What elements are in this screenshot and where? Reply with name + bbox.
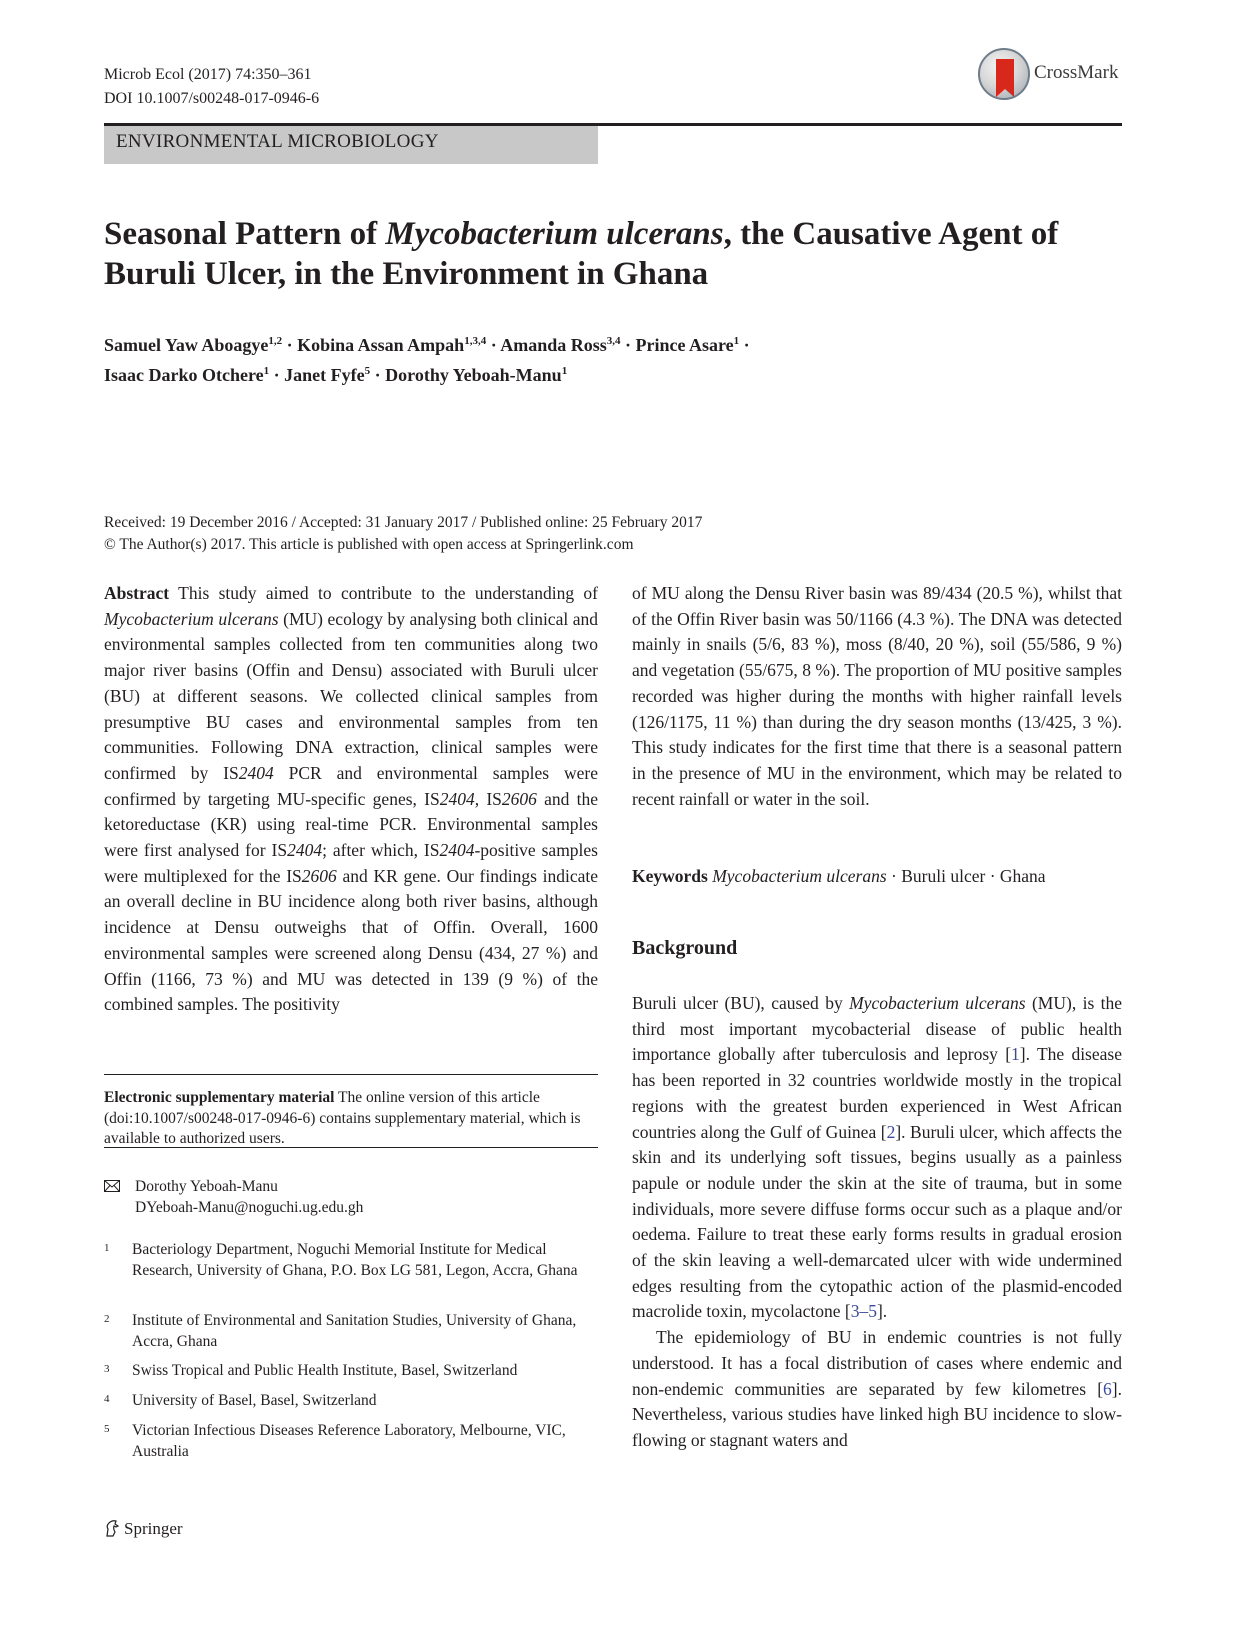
history-line: Received: 19 December 2016 / Accepted: 31 January 2017 / Published online: 25 February 2017 [104, 514, 703, 531]
author[interactable]: Isaac Darko Otchere [104, 365, 264, 385]
author[interactable]: Kobina Assan Ampah [297, 335, 465, 355]
author[interactable]: Dorothy Yeboah-Manu [385, 365, 562, 385]
article-title: Seasonal Pattern of Mycobacterium ulcerans, the Causative Agent of Buruli Ulcer, in the Environment in Ghana [104, 216, 1059, 292]
author[interactable]: Samuel Yaw Aboagye [104, 335, 269, 355]
keywords [632, 863, 1122, 889]
abstract-label: Abstract [104, 583, 170, 603]
citation-link[interactable]: 6 [1103, 1378, 1112, 1399]
author[interactable]: Amanda Ross [500, 335, 607, 355]
paragraph: The epidemiology of BU in endemic countries is not fully understood. It has a focal distribution of cases where endemic and non-endemic communities are separated by few kilometres [6]. Nevertheless, various studies have linked high BU incidence to slow-flowing or stagnant waters and [632, 1327, 1122, 1450]
publication-dates [104, 512, 1124, 556]
background-text [632, 991, 1122, 1454]
crossmark-icon[interactable] [978, 48, 1030, 100]
citation-link[interactable]: 1 [1011, 1044, 1020, 1065]
license-line: © The Author(s) 2017. This article is published with open access at Springerlink.com [104, 536, 634, 553]
publisher-logo: Springer [104, 1519, 183, 1539]
section-label: ENVIRONMENTAL MICROBIOLOGY [116, 131, 439, 152]
citation-link[interactable]: 2 [886, 1121, 896, 1142]
keyword: · Buruli ulcer · Ghana [886, 866, 1046, 886]
email-link[interactable]: DYeboah-Manu@noguchi.ug.edu.gh [135, 1198, 364, 1216]
author-list: Samuel Yaw Aboagye$^{1,2}$ · Kobina Assan Ampah$^{1,3,4}$ · Amanda Ross$^{3,4}$ · Prince Asare$^1$ · Isaac Darko Otchere$^1$ · Janet Fyfe$^5$ · Dorothy Yeboah-Manu$^1$ [104, 335, 750, 385]
section-heading: Background [632, 937, 738, 959]
author[interactable]: Janet Fyfe [284, 365, 365, 385]
keywords-label: Keywords [632, 866, 708, 886]
doi: DOI 10.1007/s00248-017-0946-6 [104, 90, 320, 107]
footnote-rule [104, 1147, 598, 1148]
abstract-continued: of MU along the Densu River basin was 89/434 (20.5 %), whilst that of the Offin River basin was 50/1166 (4.3 %). The DNA was detected mainly in snails (5/6, 83 %), moss (8/40, 20 %), soil (55/586, 9 %) and vegetation (55/675, 8 %). The proportion of MU positive samples recorded was higher during the months with higher rainfall levels (126/1175, 11 %) than during the dry season months (13/425, 3 %). This study indicates for the first time that there is a seasonal pattern in the presence of MU in the environment, which may be related to recent rainfall or water in the soil. [632, 583, 1122, 809]
supplementary-note: Electronic supplementary material The online version of this article (doi:10.1007/s00248-017-0946-6) contains supplementary material, which is available to authorized users. [104, 1089, 581, 1147]
citation-link[interactable]: 3–5 [850, 1301, 877, 1322]
paragraph: Buruli ulcer (BU), caused by Mycobacterium ulcerans (MU), is the third most important mycobacterial disease of public health importance globally after tuberculosis and leprosy [1]. The disease has been reported in 32 countries worldwide mostly in the tropical regions with the greatest burden experienced in West African countries along the Gulf of Guinea [2]. Buruli ulcer, which affects the skin and its underlying soft tissues, begins usually as a painless papule or nodule under the skin at the site of trauma, but in some individuals, more severe diffuse forms occur such as a plaque and/or oedema. Failure to treat these early forms results in gradual erosion of the skin leaving a well-demarcated ulcer with wide undermined edges resulting from the cytopathic action of the plasmid-encoded macrolide toxin, mycolactone [3–5]. [632, 993, 1123, 1322]
springer-horse-icon [104, 1519, 120, 1537]
correspondence [135, 1177, 595, 1218]
crossmark-label[interactable]: CrossMark [1034, 62, 1119, 83]
section-band [104, 126, 598, 164]
corresponding-author: Dorothy Yeboah-Manu [135, 1178, 278, 1195]
abstract: Abstract This study aimed to contribute to the understanding of Mycobacterium ulcerans (MU) ecology by analysing both clinical and environmental samples collected from ten communities along two major river basins (Offin and Densu) associated with Buruli ulcer (BU) at different seasons. We collected clinical samples from presumptive BU cases and environmental samples from ten communities. Following DNA extraction, clinical samples were confirmed by IS2404 PCR and environmental samples were confirmed by targeting MU-specific genes, IS2404, IS2606 and the ketoreductase (KR) using real-time PCR. Environmental samples were first analysed for IS2404; after which, IS2404-positive samples were multiplexed for the IS2606 and KR gene. Our findings indicate an overall decline in BU incidence along both river basins, although incidence at Densu outweighs that of Offin. Overall, 1600 environmental samples were screened along Densu (434, 27 %) and Offin (1166, 73 %) and MU was detected in 139 (9 %) of the combined samples. The positivity [104, 583, 599, 1015]
footnote-rule [104, 1074, 598, 1075]
journal-citation: Microb Ecol (2017) 74:350–361 [104, 66, 312, 83]
envelope-icon [104, 1180, 120, 1192]
keyword: Mycobacterium ulcerans [712, 866, 887, 886]
author[interactable]: Prince Asare [635, 335, 734, 355]
